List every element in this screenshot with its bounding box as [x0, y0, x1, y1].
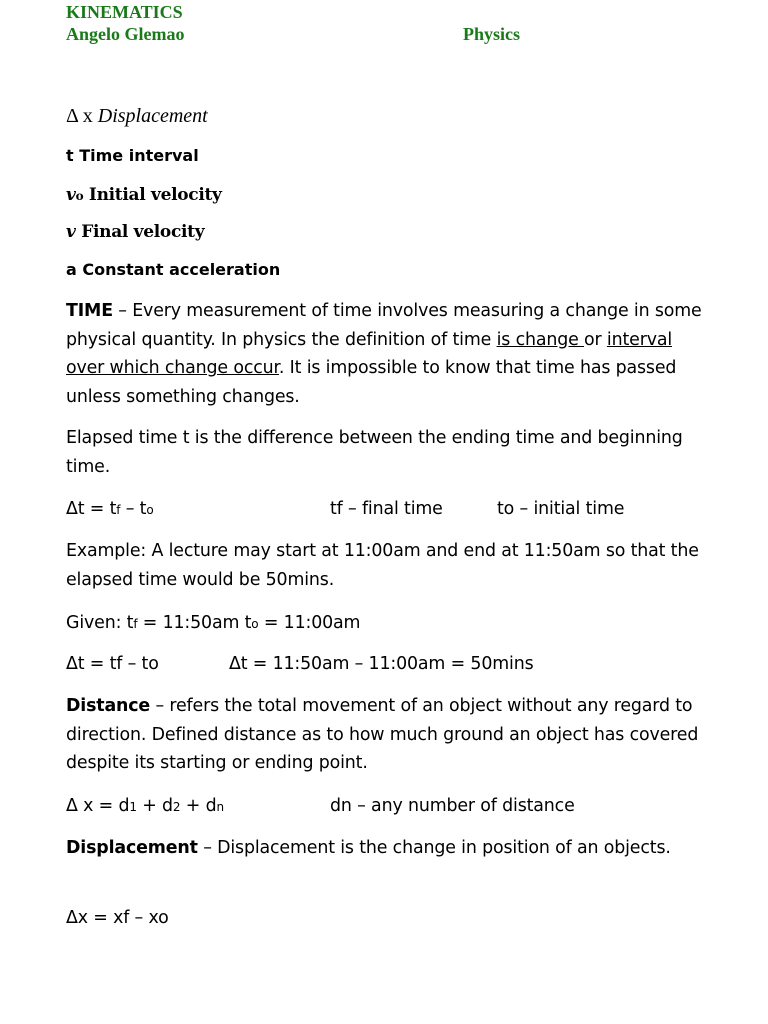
- time-underline-2: interval over which change occur: [66, 329, 673, 378]
- given-label: Given: t: [66, 613, 134, 633]
- distance-text: – refers the total movement of an object without any regard to direction. Defined distance as to how much ground an object has covered despite its starting or ending point.: [66, 696, 699, 773]
- formula1-mid: – t: [120, 499, 147, 519]
- subject-name: Physics: [463, 24, 521, 44]
- formula3-b: + d: [136, 796, 173, 816]
- symbol-displacement: [66, 104, 208, 128]
- time-label: Time interval: [79, 146, 199, 165]
- displacement-formula: Δx = xf – xo: [66, 908, 169, 928]
- time-paragraph: [66, 297, 706, 411]
- symbol-acceleration: [66, 259, 280, 281]
- distance-definition: dn – any number of distance: [330, 796, 575, 816]
- formula3-sub-n: n: [216, 800, 224, 814]
- time-underline-1: is change: [496, 329, 585, 350]
- formula3-c: + d: [180, 796, 217, 816]
- author-name: Angelo Glemao: [66, 24, 185, 44]
- symbol-time: [66, 145, 199, 167]
- v0-subscript: o: [75, 189, 84, 203]
- v-label: Final velocity: [81, 222, 205, 242]
- example-paragraph: Example: A lecture may start at 11:00am and end at 11:50am so that the elapsed time would be 50mins.: [66, 541, 699, 590]
- v-symbol: v: [66, 222, 76, 242]
- a-label: Constant acceleration: [82, 260, 281, 279]
- given-sub-o: o: [251, 617, 259, 631]
- given-to-value: = 11:00am: [258, 613, 361, 633]
- final-time-definition: tf – final time: [330, 499, 443, 519]
- symbol-final-velocity: [66, 221, 204, 243]
- given-sub-f: f: [133, 617, 138, 631]
- elapsed-paragraph: Elapsed time t is the difference between the ending time and beginning time.: [66, 428, 683, 477]
- a-symbol: a: [66, 260, 77, 279]
- distance-term: Distance: [66, 696, 151, 716]
- distance-paragraph: [66, 692, 706, 778]
- displacement-label: Displacement: [97, 105, 208, 127]
- elapsed-formula-calculation: Δt = 11:50am – 11:00am = 50mins: [229, 654, 534, 674]
- given-line: [66, 611, 360, 636]
- formula3-sub-2: 2: [172, 800, 181, 814]
- given-tf-value: = 11:50am t: [137, 613, 252, 633]
- document-title: KINEMATICS: [66, 2, 183, 22]
- symbol-initial-velocity: [66, 184, 222, 207]
- displacement-text: – Displacement is the change in position of an objects.: [197, 838, 671, 858]
- elapsed-time-formula: [66, 497, 154, 522]
- formula3-sub-1: 1: [129, 800, 137, 814]
- displacement-symbol: Δ x: [66, 105, 93, 127]
- formula1-lhs: Δt = t: [66, 499, 117, 519]
- displacement-term: Displacement: [66, 838, 198, 858]
- v0-symbol: v: [66, 185, 76, 205]
- displacement-paragraph: [66, 834, 706, 863]
- time-symbol: t: [66, 146, 74, 165]
- time-text-2: or: [584, 329, 607, 350]
- formula1-sub-f: f: [116, 503, 121, 517]
- elapsed-formula-general: Δt = tf – to: [66, 654, 159, 674]
- time-text-3: . It is impossible to know that time has passed unless something changes.: [66, 358, 677, 407]
- time-text-1: – Every measurement of time involves measuring a change in some physical quantity. In physics the definition of time: [66, 301, 702, 350]
- time-term: TIME: [66, 301, 113, 321]
- distance-formula: [66, 794, 224, 819]
- formula1-sub-o: o: [146, 503, 154, 517]
- v0-label: Initial velocity: [88, 185, 222, 205]
- formula3-a: Δ x = d: [66, 796, 130, 816]
- initial-time-definition: to – initial time: [497, 499, 625, 519]
